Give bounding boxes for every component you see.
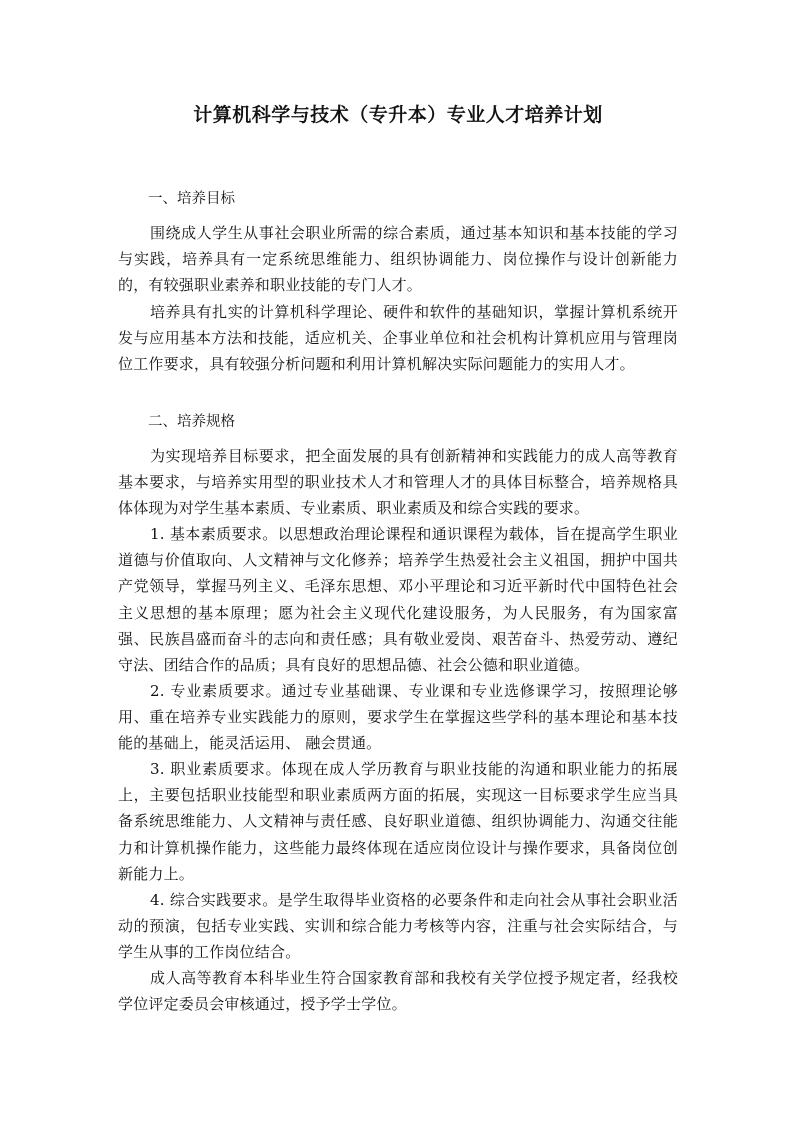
paragraph-vocational-quality: 3. 职业素质要求。体现在成人学历教育与职业技能的沟通和职业能力的拓展上，主要包括职业技能型和职业素质两方面的拓展，实现这一目标要求学生应当具备系统思维能力、人文精神与责任感、良好职业道德、组织协调能力、沟通交往能力和计算机操作能力，这些能力最终体现在适应岗位设计与操作要求，具备岗位创新能力上。 (118, 760, 678, 883)
section-heading-training-specs: 二、培养规格 (148, 414, 235, 430)
paragraph-goals-2: 培养具有扎实的计算机科学理论、硬件和软件的基础知识，掌握计算机系统开发与应用基本方法和技能，适应机关、企事业单位和社会机构计算机应用与管理岗位工作要求，具有较强分析问题和利用计算机解决实际问题能力的实用人才。 (118, 303, 678, 374)
section-heading-training-goals: 一、培养目标 (148, 191, 235, 207)
paragraph-specs-intro: 为实现培养目标要求，把全面发展的具有创新精神和实践能力的成人高等教育基本要求，与培养实用型的职业技术人才和管理人才的具体目标整合，培养规格具体体现为对学生基本素质、专业素质、职业素质及和综合实践的要求。 (118, 447, 678, 518)
document-title: 计算机科学与技术（专升本）专业人才培养计划 (193, 104, 603, 126)
paragraph-professional-quality: 2. 专业素质要求。通过专业基础课、专业课和专业选修课学习，按照理论够用、重在培养专业实践能力的原则，要求学生在掌握这些学科的基本理论和基本技能的基础上，能灵活运用、 融会贯通。 (118, 682, 678, 753)
paragraph-basic-quality: 1. 基本素质要求。以思想政治理论课程和通识课程为载体，旨在提高学生职业道德与价值取向、人文精神与文化修养；培养学生热爱社会主义祖国，拥护中国共产党领导，掌握马列主义、毛泽东思想、邓小平理论和习近平新时代中国特色社会主义思想的基本原理；愿为社会主义现代化建设服务，为人民服务，有为国家富强、民族昌盛而奋斗的志向和责任感；具有敬业爱岗、艰苦奋斗、热爱劳动、遵纪守法、团结合作的品质；具有良好的思想品德、社会公德和职业道德。 (118, 525, 678, 675)
paragraph-degree: 成人高等教育本科毕业生符合国家教育部和我校有关学位授予规定者，经我校学位评定委员会审核通过，授予学士学位。 (118, 969, 678, 1014)
paragraph-goals-1: 围绕成人学生从事社会职业所需的综合素质，通过基本知识和基本技能的学习与实践，培养具有一定系统思维能力、组织协调能力、岗位操作与设计创新能力的，有较强职业素养和职业技能的专门人才。 (118, 224, 678, 295)
paragraph-practice-requirement: 4. 综合实践要求。是学生取得毕业资格的必要条件和走向社会从事社会职业活动的预演，包括专业实践、实训和综合能力考核等内容，注重与社会实际结合，与学生从事的工作岗位结合。 (118, 891, 678, 962)
